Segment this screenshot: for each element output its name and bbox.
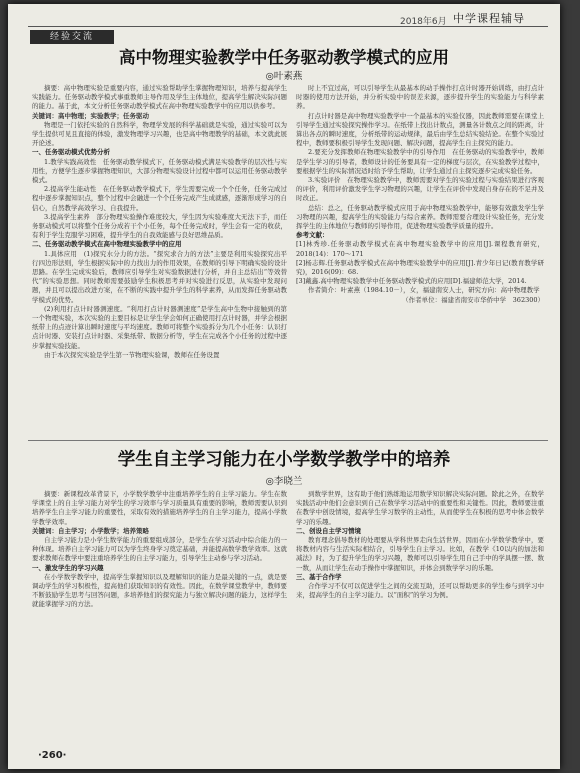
article2-section3-heading: 三、基于合作学	[296, 572, 342, 581]
article1-section1-body2: 2.提高学生能动性 在任务驱动教学模式下，学生需要完成一个个任务，任务完成过程中逐步掌握知识点，整个过程中会融进一个个任务完成产生成就感，逐渐形成学习的自信心，自然教学高效学习、自我提升。	[32, 185, 287, 212]
article1-section1-body: 1.教学实践高效性 任务驱动教学模式下，任务驱动模式满足实验教学的层次性与实用性，方便学生逐步掌握物理知识，大部分物理实验设计过程中都可以运用任务驱动教学模式。	[32, 157, 287, 185]
article1-section2-body3: 由于本次探究实验是学生第一节物理实验课，教师在任务设置	[44, 350, 220, 359]
article1-section2-body: 1.具体应用 (1)探究水分力的方法。“探究求合力的方法”主要是利用实验探究出平行四边形法则，学生根据实际中的力找出力的作用效果，在教师的引导下明确实验的设计思路。在学生完成实验后，教师应引导学生对实验数据进行分析，并自主总结出“等效替代”的实验思想。同时教师需要鼓励学生积极思考并对实验进行反思，从实验中发现问题，并且可以提出改进方案，在不断的实践中提升学生的科学素养，从而发挥任务驱动教学模式的优势。	[32, 249, 287, 304]
journal-name: 中学课程辅导	[453, 12, 525, 25]
article2-section1-heading: 一、激发学生的学习兴趣	[32, 563, 104, 572]
article1-section1-heading: 一、任务驱动模式优势分析	[32, 148, 110, 157]
page-number: ·260·	[38, 750, 67, 761]
article2-section2-heading: 二、创设自主学习情境	[296, 526, 361, 535]
article1-section1-body3: 3.提高学生素养 部分物理实验操作难度较大，学生因为实验难度大无法下手，而任务驱动模式可以将整个任务分成若干个小任务，每个任务完成时，学生会有一定的收获，有利于学生克服学习困难，提升学生的自我效能感与良好思维品质。	[32, 212, 287, 240]
journal-page	[8, 4, 560, 769]
article2-right-para3: 合作学习不仅可以促进学生之间的交流互助，还可以帮助更多的学生参与到学习中来，提高学生的自主学习能力。以“面积”的学习为例。	[296, 582, 544, 600]
article1-reference-2: [2]杨志辉.任务驱动教学模式在高中物理实验教学中的应用[J].青少年日记(教育教学研究)，2016(09)：68.	[296, 258, 544, 277]
article1-keywords: 关键词：高中物理；实验教学；任务驱动	[32, 111, 149, 120]
article1-reference-1: [1]林秀珍.任务驱动教学模式在高中物理实验教学中的应用[J].课程教育研究，2018(14)：170～171	[296, 240, 544, 258]
article1-reference-3: [3]戴鑫.高中物理实验教学中任务驱动教学模式的应用[D].福建师范大学，2014.	[296, 277, 527, 286]
article1-left-column	[32, 84, 287, 434]
article1-right-column	[296, 84, 544, 436]
article2-right-para2: 教育理念倡导教材的处理要从学科世界走向生活世界，因而在小学数学教学中，要将教材内容与生活实际相结合，引导学生自主学习。比如，在教学《10以内的加法和减法》时，为了提升学生的学习兴趣，教师可以引导学生用自己手中的学具摆一摆、数一数，从而让学生在动手操作中掌握知识，并体会到数学学习的乐趣。	[296, 536, 544, 572]
issue-date: 2018年6月	[400, 17, 447, 27]
article2-section1-body: 在小学数学教学中，提高学生掌握知识以及理解知识的能力是最关键的一点，就是要调动学生的学习积极性，提高他们获取知识的有效性。因此，在数学课堂教学中，教师要不断鼓励学生思考与回答问题，多培养他们的探究能力与独立解决问题的能力，这样学生就能掌握学习的方法。	[32, 572, 287, 609]
article-separator	[28, 440, 548, 441]
article1-right-para2: 打点计时器是高中物理实验教学中一个最基本的实验仪器，因此教师需要在课堂上引导学生通过实验探究操作学习。在纸带上找出计数点，测量各计数点之间的距离，计算出各点的瞬时速度，分析纸带的运动规律，最后由学生总结实验结论。在整个实验过程中，教师要积极引导学生发现问题、解决问题，提高学生自主探究的能力。	[296, 111, 544, 148]
article1-author: ◎叶素燕	[265, 71, 303, 82]
column-tag: 经验交流	[30, 30, 114, 44]
header-rule	[28, 26, 548, 27]
article1-intro: 物理是一门依托实验的自然科学，物理学发展的科学基础就是实验，通过实验可以为学生提供可见且直接的体验，激发物理学习兴趣，也是高中物理教学的基础，本文就此展开论述。	[32, 120, 287, 148]
article2-right-para1: 到数学世界，这有助于他们熟练地运用数学知识解决实际问题。除此之外，在数学实践活动中他们会意识到自己在数学学习活动中的重要性和关键性。因此，教师要注重在教学中创设情境，提高学生学习数学的主动性，从而使学生在积极的思考中体会数学学习的乐趣。	[296, 490, 544, 526]
article1-section2-heading: 二、任务驱动教学模式在高中物理实验教学中的应用	[32, 240, 182, 249]
article1-right-para1: 时上不宜过高，可以引导学生从最基本的动手操作打点计时器开始训练，由打点计时器的使用方法开始，并分析实验中的误差来源，逐步提升学生的实验能力与科学素养。	[296, 84, 544, 111]
article2-author: ◎李晓兰	[265, 476, 303, 487]
article1-section2-body2: (2)利用打点计时器测速度。“利用打点计时器测速度”是学生高中生物中接触到的第一个物理实验，本次实验的主要目标是让学生学会如何正确使用打点计时器，并学会根据纸带上的点迹计算出瞬时速度与平均速度。教师可将整个实验拆分为几个小任务：认识打点计时器、安装打点计时器、采集纸带、数据分析等，学生在完成各个小任务的过程中逐步掌握实验技能。	[32, 304, 287, 350]
article1-right-para4: 3.实验评价 在物理实验教学中，教师需要对学生的实验过程与实验结果进行客观的评价，利用评价激发学生学习物理的兴趣，让学生在评价中发现自身存在的不足并及时改正。	[296, 176, 544, 203]
article2-intro: 自主学习能力是小学生数学能力的重要组成部分，是学生在学习活动中综合能力的一种体现。培养自主学习能力可以为学生终身学习奠定基础，并能提高数学教学效率。这就要求教师在教学中要注重培养学生的自主学习能力，引导学生主动参与学习活动。	[32, 536, 287, 563]
article2-title: 学生自主学习能力在小学数学教学中的培养	[117, 450, 451, 470]
article1-author-unit: （作者单位：福建省南安市华侨中学 362300）	[402, 295, 544, 304]
article1-summary: 总结：总之，任务驱动教学模式应用于高中物理实验教学中，能够有效激发学生学习物理的兴趣，提高学生的实验能力与综合素养。教师需要合理设计实验任务，充分发挥学生的主体地位与教师的引导作用，促进物理实验教学质量的提升。	[296, 203, 544, 231]
article2-left-column	[32, 490, 287, 748]
article2-right-column	[296, 490, 544, 748]
article1-author-bio: 作者简介：叶素燕（1984.10－），女，福建南安人士，研究方向：高中物理教学	[308, 286, 540, 295]
article2-abstract: 摘要：新课程改革背景下，小学数学教学中注重培养学生的自主学习能力。学生在数学课堂上的自主学习能力对学生的学习效率与学习质量具有重要的影响，教师需要认识到培养学生自主学习能力的重要性，采取有效的措施培养学生的自主学习能力，提高小学数学教学效率。	[32, 490, 287, 526]
article1-abstract: 摘要：高中物理实验是重要内容，通过实验帮助学生掌握物理知识，培养与提高学生实践能力。任务驱动教学模式事重教师主导作用及学生主体地位，提高学生解决实际问题的能力。基于此，本文分析任务驱动教学模式在高中物理实验教学中的应用以供参考。	[32, 84, 287, 111]
article2-keywords: 关键词：自主学习；小学数学；培养策略	[32, 526, 149, 535]
article1-references-heading: 参考文献：	[296, 231, 329, 240]
article1-right-para3: 2.要充分发挥教师在物理实验教学中的引导作用 在任务驱动的实验教学中，教师是学生学习的引导者，教师设计的任务要具有一定的梯度与层次，在实验教学过程中，要根据学生的实际情况适时给予学生帮助，让学生通过自主探究逐步完成实验任务。	[296, 148, 544, 175]
article1-title: 高中物理实验教学中任务驱动教学模式的应用	[119, 48, 449, 67]
